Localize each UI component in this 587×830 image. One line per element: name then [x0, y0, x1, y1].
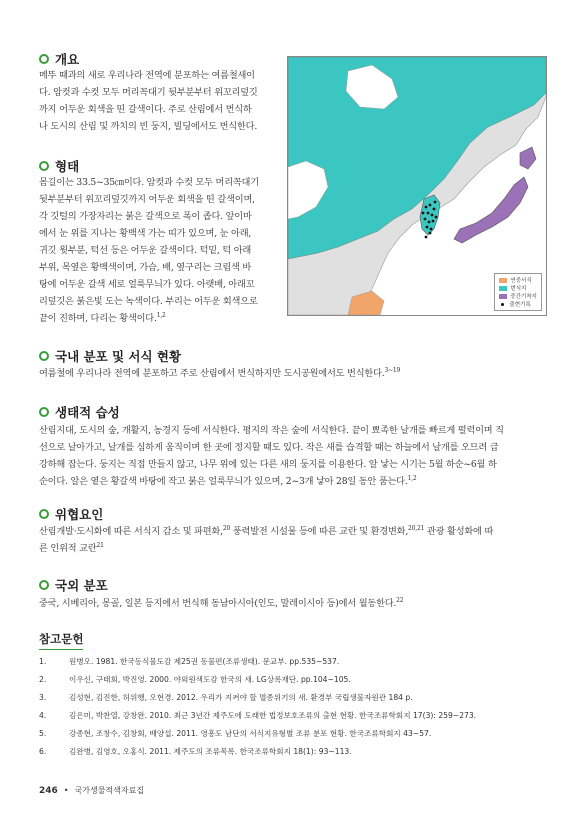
- bullet-icon: [39, 351, 49, 361]
- section-heading-threats: [39, 505, 103, 523]
- reference-text: 원병오. 1981. 한국동식물도감 제25권 동물편(조류생태). 문교부. pp.535~537.: [69, 656, 340, 666]
- reference-number: 4.: [39, 710, 47, 720]
- text-line: 각 깃털의 가장자리는 붉은 갈색으로 폭이 좁다. 앞이마: [39, 211, 252, 222]
- text-line: [39, 540, 493, 557]
- citation: 1,2: [156, 311, 166, 319]
- threats-text: [39, 523, 493, 557]
- reference-number: 6.: [39, 746, 47, 756]
- reference-number: 1.: [39, 656, 47, 666]
- text-line: 다. 암컷과 수컷 모두 머리꼭대기 뒷부분부터 위꼬리덮깃: [39, 87, 258, 98]
- text-line: 강하해 잡는다. 둥지는 직접 만들지 않고, 나무 위에 있는 다른 새의 둥지를 이용한다. 알 낳는 시기는 5월 하순~6월 하: [39, 459, 497, 470]
- bullet-icon: [39, 580, 49, 590]
- bullet-icon: [39, 161, 49, 171]
- legend-swatch: [499, 286, 507, 291]
- legend-swatch: [499, 278, 507, 283]
- citation: 20,21: [408, 524, 425, 532]
- text-line: 탕에 어두운 갈색 세로 얼룩무늬가 있다. 아랫배, 아래꼬: [39, 279, 255, 290]
- section-title: 위협요인: [55, 507, 104, 522]
- reference-item: [39, 724, 476, 742]
- text-line: 나 도시의 산림 및 까치의 빈 둥지, 빌딩에서도 번식한다.: [39, 121, 258, 132]
- section-title: 형태: [55, 159, 80, 174]
- citation: 3~19: [384, 366, 401, 374]
- text-line: [39, 473, 504, 490]
- text-line: [39, 595, 403, 612]
- text-fragment: 여름철에 우리나라 전역에 분포하고 주로 산림에서 번식하지만 도시공원에서도 번식한다.: [39, 368, 385, 379]
- distribution-map: [287, 56, 547, 316]
- citation: 21: [96, 541, 104, 549]
- text-fragment: 른 인위적 교란: [39, 543, 97, 554]
- text-line: [39, 523, 493, 540]
- foreign-text: [39, 595, 403, 612]
- bullet-icon: [39, 509, 49, 519]
- text-line: 귀깃 윗부분, 턱선 등은 어두운 갈색이다. 턱밑, 턱 아래: [39, 245, 252, 256]
- text-fragment: 중국, 시베리아, 몽골, 일본 등지에서 번식해 동남아시아(인도, 말레이시아 등)에서 월동한다.: [39, 598, 397, 609]
- text-line: 까지 어두운 회색을 띤 갈색이다. 주로 산림에서 번식하: [39, 104, 252, 115]
- legend-label: 중간기착지: [510, 294, 537, 300]
- text-fragment: 산림개발·도시화에 따른 서식지 감소 및 파편화,: [39, 526, 223, 537]
- text-line: 몸길이는 33.5~35㎝이다. 암컷과 수컷 모두 머리꼭대기: [39, 177, 259, 188]
- text-line: 부위, 목옆은 황백색이며, 가슴, 배, 옆구리는 크림색 바: [39, 262, 252, 273]
- section-title: 국내 분포 및 서식 현황: [55, 349, 182, 364]
- page-footer: [39, 785, 144, 796]
- text-line: [39, 365, 400, 382]
- citation: 1,2: [407, 474, 417, 482]
- legend-label: 연중서식: [510, 278, 532, 284]
- map-legend: [494, 273, 542, 311]
- ecology-text: [39, 422, 504, 490]
- legend-item: [499, 276, 537, 284]
- overview-text: [39, 67, 258, 135]
- text-fragment: 끝이 진하며, 다리는 황색이다.: [39, 313, 157, 324]
- reference-text: 김성현, 김진한, 허위행, 오현경. 2012. 우리가 지켜야 할 멸종위기의 새. 환경부 국립생물자원관 184 p.: [69, 692, 413, 702]
- reference-item: [39, 706, 476, 724]
- reference-number: 3.: [39, 692, 47, 702]
- reference-text: 강종현, 조창수, 김창회, 배양섭. 2011. 영흥도 남단의 서식지유형별 조류 분포 현황. 한국조류학회지 43~57.: [69, 728, 432, 738]
- dot-icon: [501, 303, 504, 306]
- section-heading-domestic: [39, 347, 181, 365]
- reference-item: [39, 652, 476, 670]
- reference-text: 이우신, 구태회, 박진영. 2000. 야외원색도감 한국의 새. LG상록재단. pp.104~105.: [69, 674, 351, 684]
- section-title: 생태적 습성: [55, 405, 120, 420]
- domestic-text: [39, 365, 400, 382]
- bullet-icon: [39, 407, 49, 417]
- text-line: 뒷부분부터 위꼬리덮깃까지 어두운 회색을 띤 갈색이며,: [39, 194, 255, 205]
- reference-number: 5.: [39, 728, 47, 738]
- text-fragment: 관광 활성화에 따: [424, 526, 494, 537]
- legend-label: 번식지: [510, 286, 527, 292]
- section-heading-ecology: [39, 403, 120, 421]
- reference-list: [39, 652, 476, 760]
- text-line: [39, 310, 259, 327]
- text-fragment: 풍력발전 시설물 등에 따른 교란 및 환경변화,: [230, 526, 409, 537]
- reference-text: 김은미, 박찬열, 강창완. 2010. 최근 3년간 제주도에 도래한 법정보호조류의 출현 현황. 한국조류학회지 17(3): 259~273.: [69, 710, 477, 720]
- reference-text: 김완병, 김영호, 오홍식. 2011. 제주도의 조류목록. 한국조류학회지 18(1): 93~113.: [69, 746, 352, 756]
- reference-item: [39, 688, 476, 706]
- bullet-icon: [39, 54, 49, 64]
- footer-separator: •: [63, 786, 69, 795]
- legend-item: [499, 292, 537, 300]
- section-heading-foreign: [39, 576, 108, 594]
- form-text: [39, 174, 259, 327]
- text-fragment: 순이다. 알은 옅은 황갈색 바탕에 작고 붉은 얼룩무늬가 있으며, 2~3개 낳아 28일 동안 품는다.: [39, 476, 408, 487]
- text-line: 리덮깃은 붉은빛 도는 녹색이다. 부리는 어두운 회색으로: [39, 296, 258, 307]
- references-title: 참고문헌: [39, 631, 83, 650]
- reference-item: [39, 670, 476, 688]
- section-title: 국외 분포: [55, 578, 108, 593]
- section-title: 개요: [55, 52, 80, 67]
- section-heading-form: [39, 157, 79, 175]
- reference-number: 2.: [39, 674, 47, 684]
- reference-item: [39, 742, 476, 760]
- legend-item: [499, 300, 537, 308]
- citation: 20: [222, 524, 231, 532]
- text-line: 메뚜 때과의 새로 우리나라 전역에 분포하는 여름철새이: [39, 70, 255, 81]
- legend-label: 출현기록: [509, 302, 531, 308]
- book-title: 국가생물적색자료집: [74, 786, 145, 795]
- page-number: 246: [39, 785, 58, 796]
- citation: 22: [396, 596, 404, 604]
- legend-item: [499, 284, 537, 292]
- text-line: 에서 눈 위를 지나는 황백색 가는 띠가 있으며, 눈 아래,: [39, 228, 252, 239]
- legend-swatch: [499, 294, 507, 299]
- text-line: 선으로 날아가고, 날개를 심하게 움직이며 한 곳에 정지할 때도 있다. 작은 새를 습격할 때는 하늘에서 날개를 오므려 급: [39, 442, 499, 453]
- text-line: 산림지대, 도시의 숲, 개활지, 농경지 등에 서식한다. 평지의 작은 숲에 서식한다. 끝이 뾰족한 날개를 빠르게 펄럭이며 직: [39, 425, 504, 436]
- section-heading-overview: [39, 50, 79, 68]
